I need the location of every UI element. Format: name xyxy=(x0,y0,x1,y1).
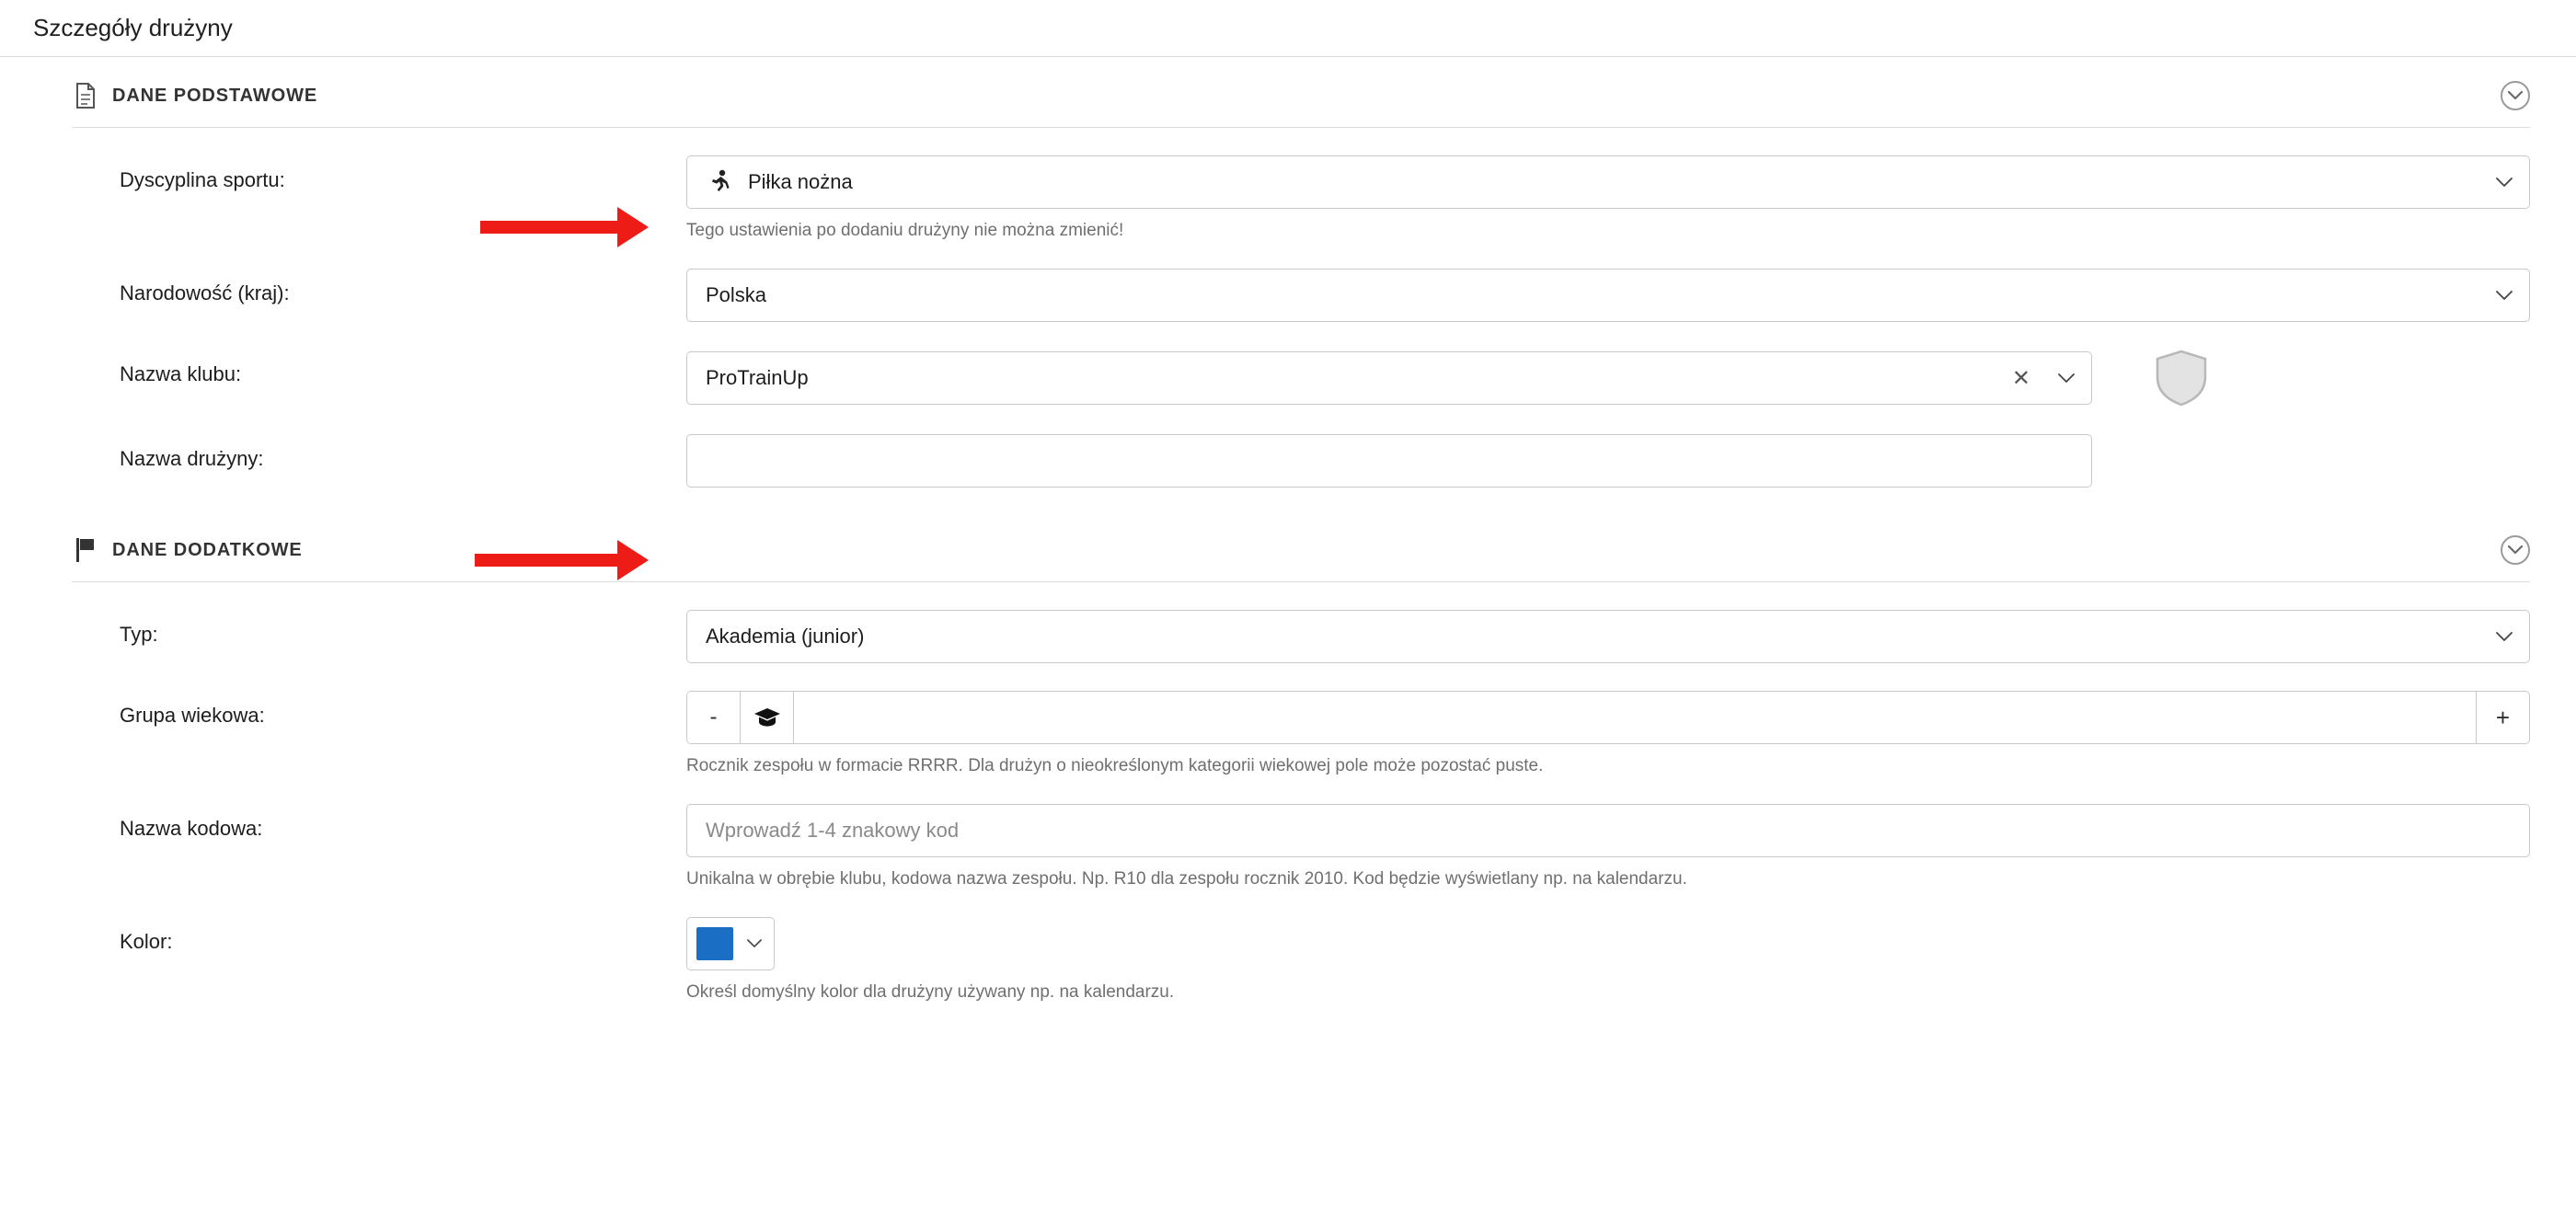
row-color xyxy=(52,889,2530,1003)
help-code-name: Unikalna w obrębie klubu, kodowa nazwa zespołu. Np. R10 dla zespołu rocznik 2010. Kod będzie wyświetlany np. na kalendarzu. xyxy=(686,869,1687,889)
row-club xyxy=(52,322,2530,407)
window-titlebar xyxy=(0,0,2576,57)
age-group-input[interactable] xyxy=(794,692,2476,743)
type-select[interactable] xyxy=(686,610,2530,663)
field-country xyxy=(686,269,2530,322)
label-team-name: Nazwa drużyny: xyxy=(120,447,264,470)
color-picker[interactable] xyxy=(686,917,775,970)
chevron-down-circle-icon[interactable] xyxy=(2501,535,2530,565)
chevron-down-icon[interactable] xyxy=(742,932,766,956)
flag-icon xyxy=(72,536,99,564)
graduation-cap-icon[interactable] xyxy=(741,692,794,743)
field-code-name xyxy=(686,804,2530,889)
field-sport xyxy=(686,155,2530,241)
label-club: Nazwa klubu: xyxy=(120,362,242,385)
country-value: Polska xyxy=(706,283,767,306)
team-details-form xyxy=(0,57,2576,1003)
section-title-additional-data: DANE DODATKOWE xyxy=(112,539,303,560)
row-sport xyxy=(52,128,2530,241)
field-club xyxy=(686,350,2530,407)
section-header-additional-data[interactable] xyxy=(72,511,2530,582)
row-age-group xyxy=(52,663,2530,776)
sport-value: Piłka nożna xyxy=(748,170,853,193)
chevron-down-icon[interactable] xyxy=(2054,366,2078,390)
code-name-placeholder: Wprowadź 1-4 znakowy kod xyxy=(706,819,960,842)
chevron-down-icon[interactable] xyxy=(2492,283,2516,307)
team-name-input[interactable] xyxy=(686,434,2092,488)
country-select[interactable] xyxy=(686,269,2530,322)
page-title: Szczegóły drużyny xyxy=(33,14,233,41)
field-type xyxy=(686,610,2530,663)
code-name-input[interactable] xyxy=(686,804,2530,857)
running-person-icon xyxy=(706,169,733,195)
field-age-group xyxy=(686,691,2530,776)
sport-select[interactable] xyxy=(686,155,2530,209)
field-team-name xyxy=(686,434,2530,488)
age-group-increment-button[interactable]: + xyxy=(2476,692,2529,743)
chevron-down-icon[interactable] xyxy=(2492,625,2516,648)
age-group-stepper[interactable] xyxy=(686,691,2530,744)
label-sport: Dyscyplina sportu: xyxy=(120,168,285,191)
document-icon xyxy=(72,82,99,109)
shield-icon xyxy=(2153,350,2210,407)
clear-x-icon[interactable]: ✕ xyxy=(2011,365,2030,391)
label-code-name: Nazwa kodowa: xyxy=(120,817,263,840)
club-select[interactable] xyxy=(686,351,2092,405)
section-header-basic-data[interactable] xyxy=(72,57,2530,128)
label-type: Typ: xyxy=(120,623,158,646)
label-age-group: Grupa wiekowa: xyxy=(120,704,265,727)
club-value: ProTrainUp xyxy=(706,366,809,389)
help-age-group: Rocznik zespołu w formacie RRRR. Dla drużyn o nieokreślonym kategorii wiekowej pole może pozostać puste. xyxy=(686,756,1544,775)
chevron-down-circle-icon[interactable] xyxy=(2501,81,2530,110)
help-sport: Tego ustawienia po dodaniu drużyny nie można zmienić! xyxy=(686,221,1124,240)
section-title-basic-data: DANE PODSTAWOWE xyxy=(112,85,318,106)
field-color xyxy=(686,917,2530,1003)
row-code-name xyxy=(52,776,2530,889)
label-country: Narodowość (kraj): xyxy=(120,281,290,304)
chevron-down-icon[interactable] xyxy=(2492,170,2516,194)
row-country xyxy=(52,241,2530,322)
type-value: Akademia (junior) xyxy=(706,625,865,648)
help-color: Określ domyślny kolor dla drużyny używany np. na kalendarzu. xyxy=(686,982,1175,1002)
color-swatch xyxy=(696,927,733,960)
age-group-decrement-button[interactable]: - xyxy=(687,692,741,743)
row-team-name xyxy=(52,407,2530,488)
row-type xyxy=(52,582,2530,663)
label-color: Kolor: xyxy=(120,930,173,953)
